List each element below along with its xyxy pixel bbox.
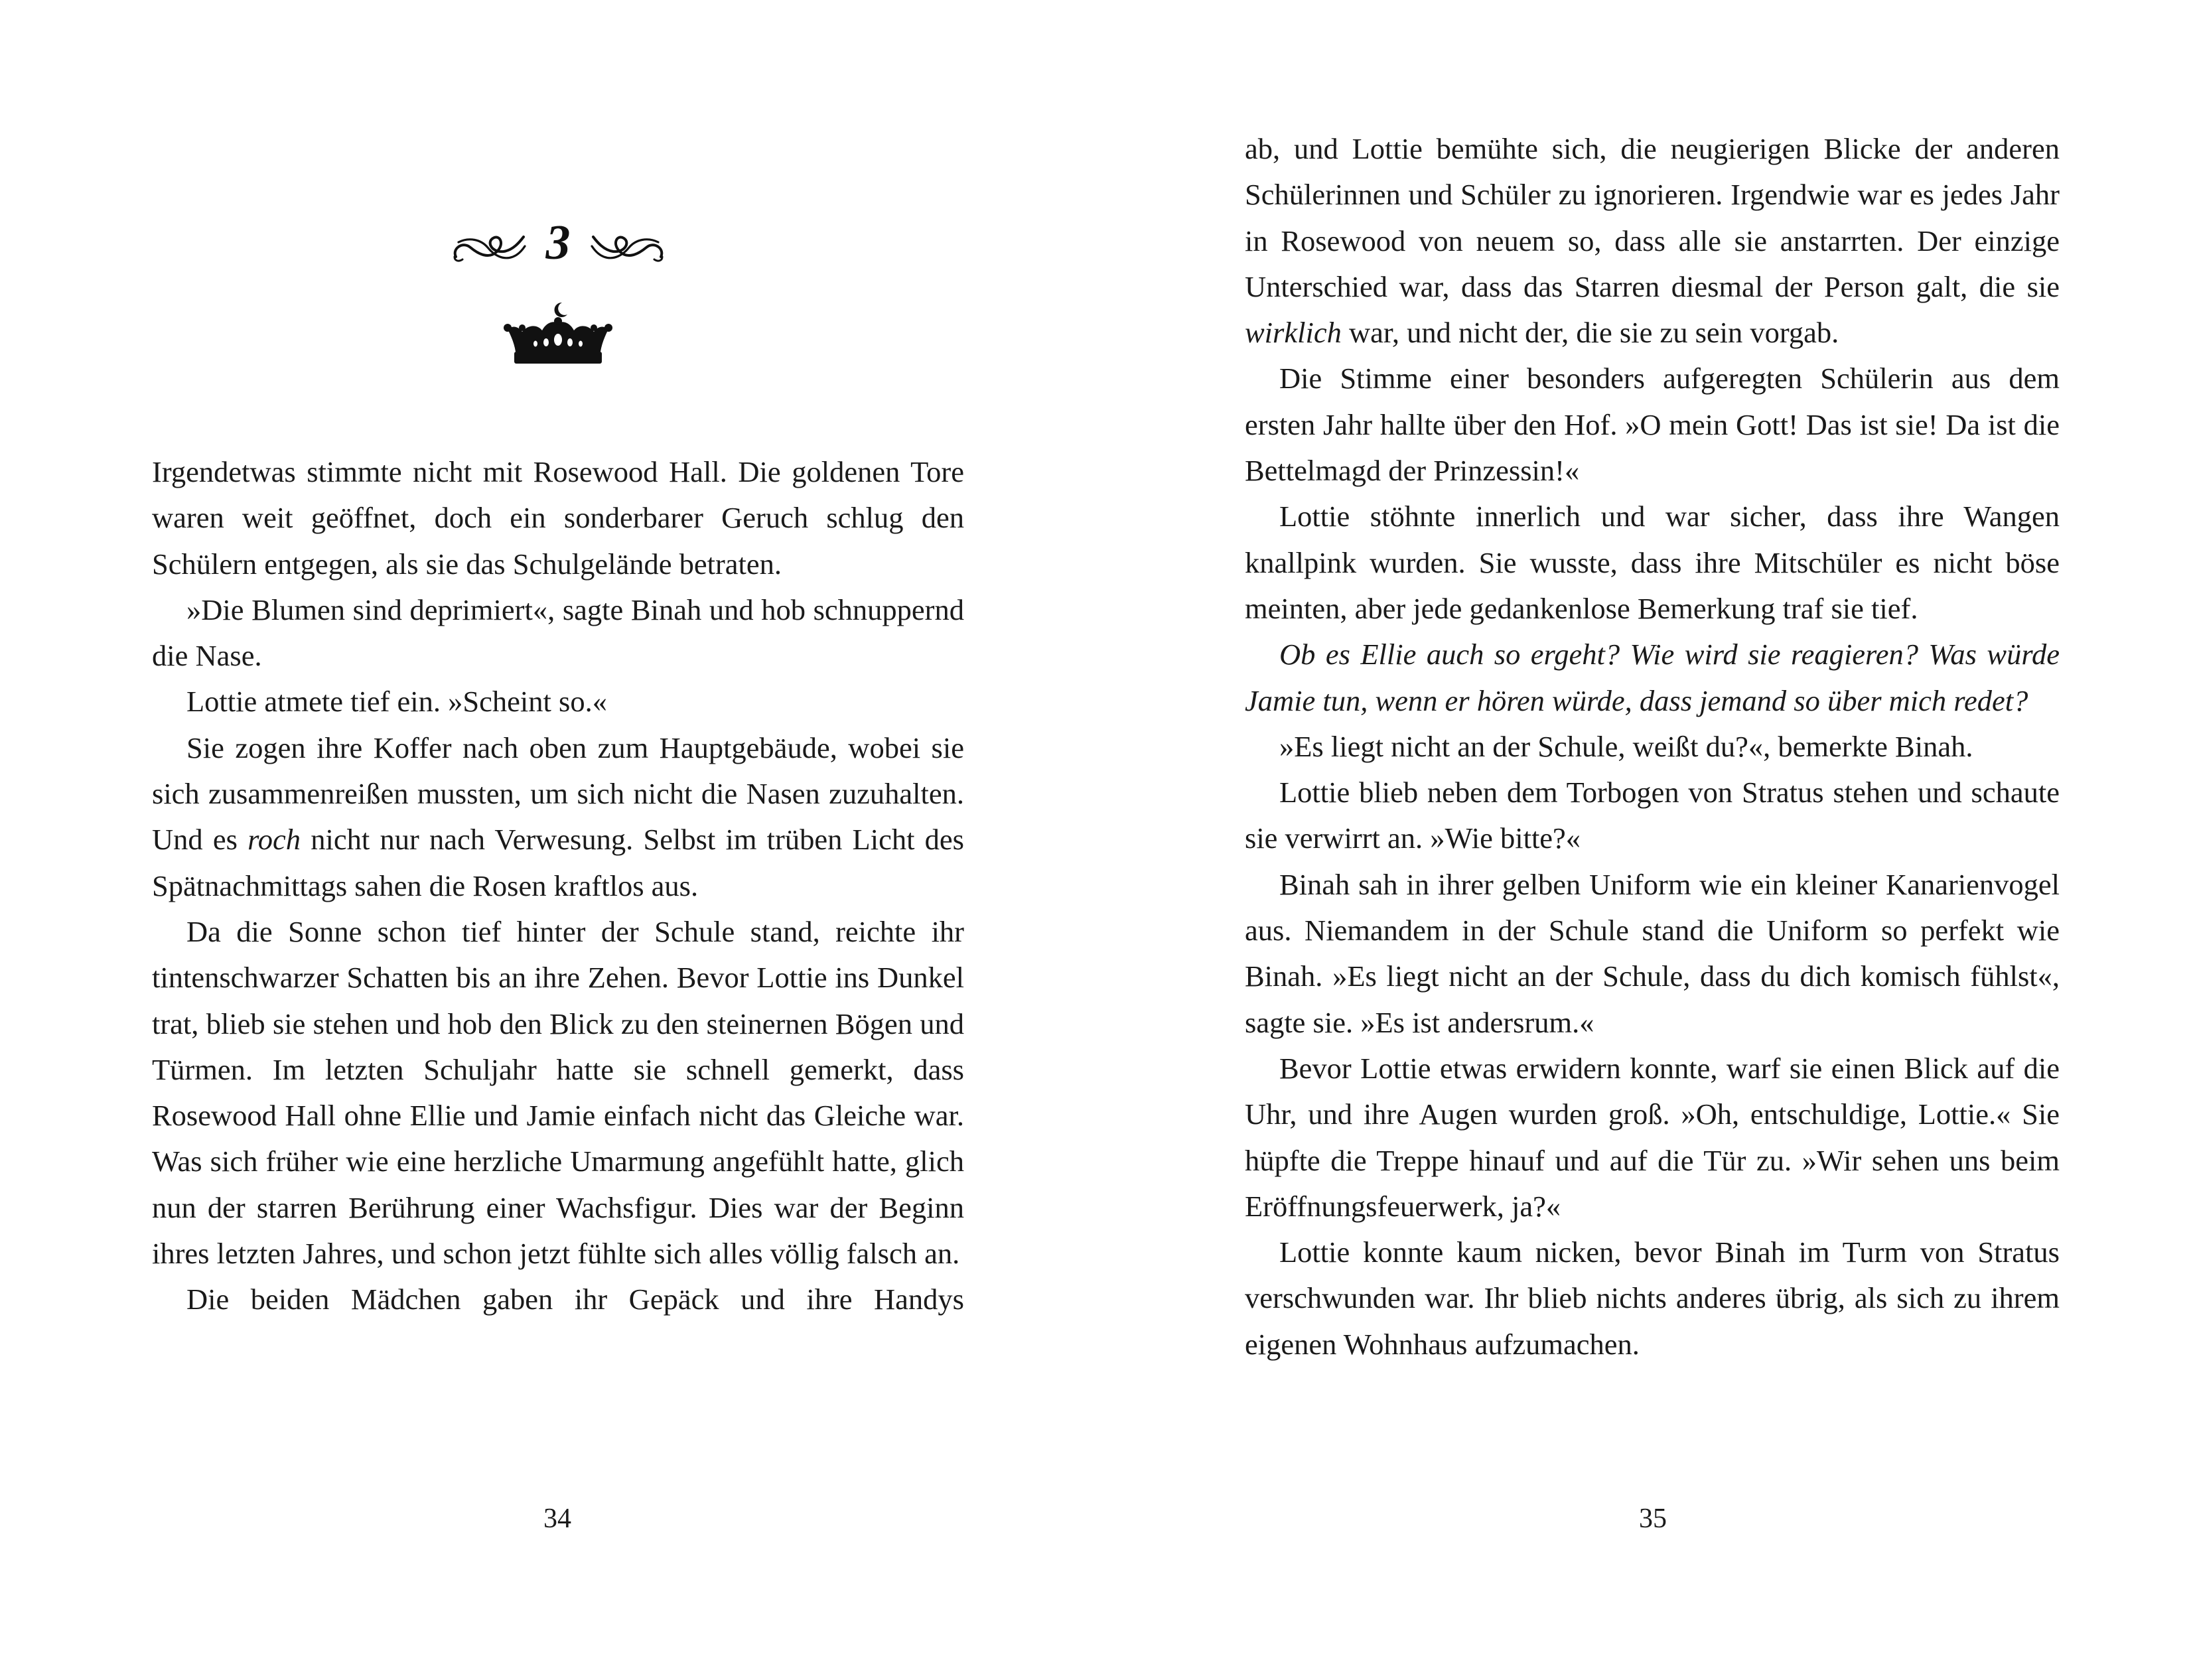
paragraph: »Die Blumen sind deprimiert«, sagte Binah und hob schnuppernd die Nase. bbox=[152, 593, 964, 673]
paragraph: Irgendetwas stimmte nicht mit Rosewood Hall. Die goldenen Tore waren weit geöffnet, doch ein sonderbarer Geruch schlug den Schülern entgegen, als sie das Schulgelände betraten. bbox=[152, 455, 964, 581]
paragraph-italic bbox=[1245, 632, 2060, 724]
paragraph: »Es liegt nicht an der Schule, weißt du?«, bemerkte Binah. bbox=[1279, 729, 1973, 763]
paragraph: Lottie blieb neben dem Torbogen von Stratus stehen und schaute sie verwirrt an. »Wie bitte?« bbox=[1245, 776, 2060, 855]
paragraph-segment: Sie zogen ihre Koffer nach oben zum Hauptgebäude, wobei sie sich zusammenreißen mussten, um sich nicht die Nasen zuzuhalten. Und es bbox=[152, 731, 964, 857]
chapter-heading bbox=[152, 199, 964, 385]
flourish-right-icon bbox=[588, 222, 668, 269]
emphasis-text: roch bbox=[247, 823, 301, 857]
emphasis-text: wirklich bbox=[1245, 316, 1342, 350]
paragraph-segment: nicht nur nach Verwesung. Selbst im trüben Licht des Spätnachmittags sahen die Rosen kraftlos aus. bbox=[152, 823, 964, 902]
flourish-left-icon bbox=[449, 222, 529, 269]
paragraph: Lottie atmete tief ein. »Scheint so.« bbox=[186, 685, 607, 719]
paragraph: Binah sah in ihrer gelben Uniform wie ein kleiner Kanarienvogel aus. Niemandem in der Schule stand die Uniform so perfekt wie Binah. »Es liegt nicht an der Schule, dass du dich komisch fühlst«, sagte sie. »Es ist andersrum.« bbox=[1245, 867, 2060, 1039]
right-page-text bbox=[1245, 126, 2060, 1367]
paragraph bbox=[152, 725, 964, 909]
left-page-text bbox=[152, 449, 964, 1323]
chapter-number-row bbox=[152, 212, 964, 279]
page-number: 35 bbox=[1639, 1504, 1667, 1534]
paragraph: Da die Sonne schon tief hinter der Schule stand, reichte ihr tintenschwarzer Schatten bis an ihre Zehen. Bevor Lottie ins Dunkel trat, blieb sie stehen und hob den Blick zu den steinernen Bögen und Türmen. Im letzten Schuljahr hatte sie schnell gemerkt, dass Rosewood Hall ohne Ellie und Jamie einfach nicht das Gleiche war. Was sich früher wie eine herzliche Umarmung angefühlt hatte, glich nun der starren Berührung einer Wachsfigur. Dies war der Beginn ihres letzten Jahres, und schon jetzt fühlte sich alles völlig falsch an. bbox=[152, 914, 964, 1271]
paragraph: Die beiden Mädchen gaben ihr Gepäck und ihre Handys bbox=[186, 1283, 964, 1316]
paragraph-segment: ab, und Lottie bemühte sich, die neugierigen Blicke der anderen Schülerinnen und Schüler zu ignorieren. Irgendwie war es jedes Jahr in Rosewood von neuem so, dass alle sie anstarrten. Der einzige Unterschied war, dass das Starren diesmal der Person galt, die sie bbox=[1245, 132, 2060, 303]
paragraph: Bevor Lottie etwas erwidern konnte, warf sie einen Blick auf die Uhr, und ihre Augen wurden groß. »Oh, entschuldige, Lottie.« Sie hüpfte die Treppe hinauf und auf die Tür zu. »Wir sehen uns beim Eröffnungsfeuerwerk, ja?« bbox=[1245, 1051, 2060, 1223]
chapter-number: 3 bbox=[545, 216, 571, 270]
crown-icon bbox=[498, 299, 618, 372]
paragraph bbox=[1245, 126, 2060, 356]
page-number: 34 bbox=[543, 1504, 571, 1534]
paragraph: Lottie stöhnte innerlich und war sicher, dass ihre Wangen knallpink wurden. Sie wusste, dass ihre Mitschüler es nicht böse meinten, aber jede gedankenlose Bemerkung traf sie tief. bbox=[1245, 500, 2060, 625]
paragraph: Die Stimme einer besonders aufgeregten Schülerin aus dem ersten Jahr hallte über den Hof. »O mein Gott! Das ist sie! Da ist die Bettelmagd der Prinzessin!« bbox=[1245, 362, 2060, 488]
emphasis-text: Ob es Ellie auch so ergeht? Wie wird sie reagieren? Was würde Jamie tun, wenn er hören würde, dass jemand so über mich redet? bbox=[1245, 638, 2060, 717]
right-page bbox=[1096, 0, 2191, 1680]
paragraph-segment: war, und nicht der, die sie zu sein vorgab. bbox=[1341, 316, 1839, 350]
paragraph: Lottie konnte kaum nicken, bevor Binah im Turm von Stratus verschwunden war. Ihr blieb nichts anderes übrig, als sich zu ihrem eigenen Wohnhaus aufzumachen. bbox=[1245, 1235, 2060, 1361]
